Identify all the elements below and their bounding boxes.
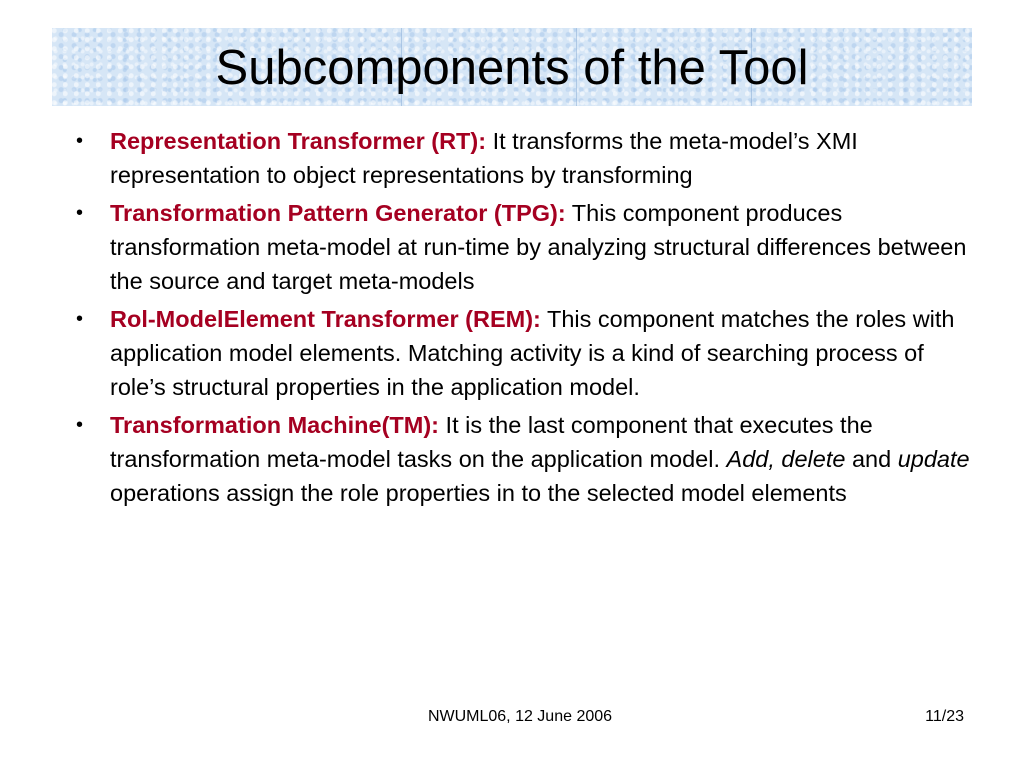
bullet-dot-icon: • xyxy=(76,130,84,152)
bullet-text: It is the last component that executes the transformation meta-model tasks on the application model. xyxy=(110,412,873,472)
bullet-text: It transforms the meta-model’s XMI representation to object representations by transforming xyxy=(110,128,858,188)
bullet-term: Transformation Pattern Generator (TPG): xyxy=(110,200,566,226)
bullet-term: Representation Transformer (RT): xyxy=(110,128,487,154)
bullet-list xyxy=(76,124,976,514)
bullet-item xyxy=(76,302,976,404)
bullet-item xyxy=(76,124,976,192)
slide-title: Subcomponents of the Tool xyxy=(215,41,809,95)
bullet-dot-icon: • xyxy=(76,202,84,224)
bullet-term: Transformation Machine(TM): xyxy=(110,412,440,438)
bullet-text: This component produces transformation meta-model at run-time by analyzing structural differences between the source and target meta-models xyxy=(110,200,967,294)
footer-page-number: 11/23 xyxy=(925,708,964,725)
title-banner xyxy=(52,28,972,106)
bullet-text: This component matches the roles with application model elements. Matching activity is a kind of searching process of role’s structural properties in the application model. xyxy=(110,306,955,400)
bullet-text: operations assign the role properties in to the selected model elements xyxy=(110,480,847,506)
bullet-dot-icon: • xyxy=(76,414,84,436)
bullet-term: Rol-ModelElement Transformer (REM): xyxy=(110,306,541,332)
bullet-text: and xyxy=(845,446,898,472)
bullet-item xyxy=(76,196,976,298)
bullet-item xyxy=(76,408,976,510)
footer-event: NWUML06, 12 June 2006 xyxy=(427,708,613,725)
bullet-emphasis: update xyxy=(897,446,970,472)
bullet-emphasis: Add, delete xyxy=(726,446,846,472)
bullet-dot-icon: • xyxy=(76,308,84,330)
